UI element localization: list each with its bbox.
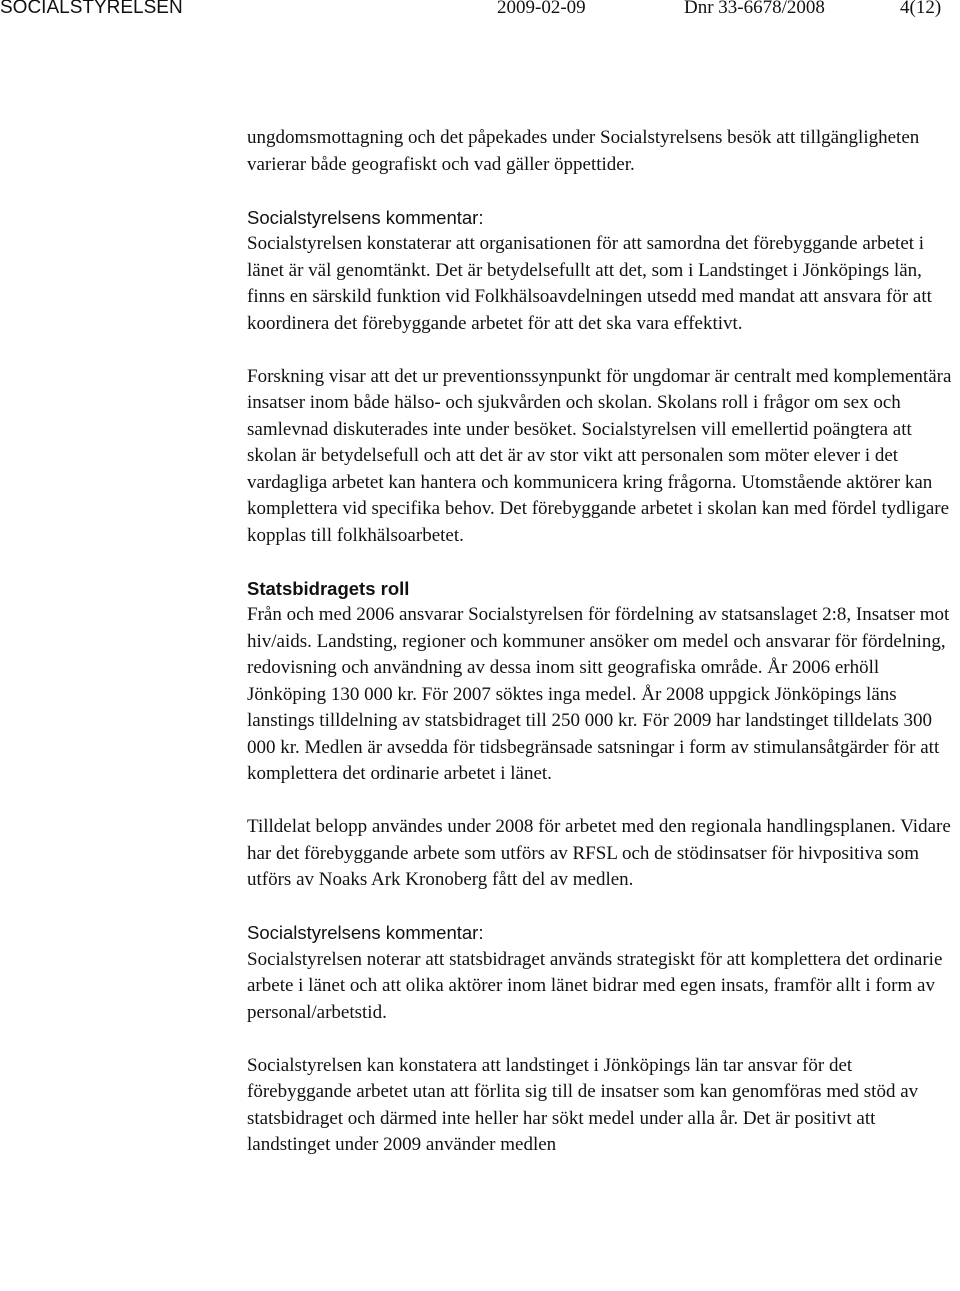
comment-label: Socialstyrelsens kommentar:	[247, 922, 484, 943]
document-date: 2009-02-09	[497, 0, 586, 18]
document-body	[247, 125, 959, 1159]
page-header	[0, 0, 960, 30]
paragraph-research: Forskning visar att det ur preventionssynpunkt för ungdomar är centralt med komplementära insatser inom både hälso- och sjukvården och skolan. Skolans roll i frågor om sex och samlevnad diskuterades inte under besöket. Socialstyrelsen vill emellertid poängtera att skolan är betydelsefull och att det är av stor vikt att personalen som möter elever i det vardagliga arbetet kan hantera och kommunicera kring frågorna. Utomstående aktörer kan komplettera vid specifika behov. Det förebyggande arbetet i skolan kan med fördel tydligare kopplas till folkhälsoarbetet.	[247, 365, 952, 546]
paragraph-comment-organisation: Socialstyrelsen konstaterar att organisationen för att samordna det förebyggande arbetet i länet är väl genomtänkt. Det är betydelsefullt att det, som i Landstinget i Jönköpings län, finns en särskild funktion vid Folkhälsoavdelningen utsedd med mandat att ansvara för att koordinera det förebyggande arbetet för att det ska vara effektivt.	[247, 233, 932, 334]
paragraph-landstinget-ansvar: Socialstyrelsen kan konstatera att landstinget i Jönköpings län tar ansvar för det förebyggande arbetet utan att förlita sig till de insatser som kan genomföras med stöd av statsbidraget och därmed inte heller har sökt medel under alla år. Det är positivt att landstinget under 2009 använder medlen	[247, 1054, 919, 1155]
page-number: 4(12)	[900, 0, 942, 18]
reference-number: Dnr 33-6678/2008	[684, 0, 825, 18]
section-heading: Statsbidragets roll	[247, 577, 410, 599]
comment-label: Socialstyrelsens kommentar:	[247, 206, 484, 228]
organization-name: SOCIALSTYRELSEN	[0, 0, 183, 18]
paragraph-statsbidrag: Från och med 2006 ansvarar Socialstyrelsen för fördelning av statsanslaget 2:8, Insatser mot hiv/aids. Landsting, regioner och kommuner ansöker om medel och ansvarar för fördelning, redovisning och användning av dessa inom sitt geografiska område. År 2006 erhöll Jönköping 130 000 kr. För 2007 söktes inga medel. År 2008 uppgick Jönköpings läns lanstings tilldelning av statsbidraget till 250 000 kr. För 2009 har landstinget tilldelats 300 000 kr. Medlen är avsedda för tidsbegränsade satsningar i form av stimulansåtgärder för att komplettera det ordinarie arbetet i länet.	[247, 604, 950, 784]
paragraph-intro-continuation: ungdomsmottagning och det påpekades under Socialstyrelsens besök att tillgängligheten varierar både geografiskt och vad gäller öppettider.	[247, 127, 920, 175]
paragraph-tilldelat-belopp: Tilldelat belopp användes under 2008 för arbetet med den regionala handlingsplanen. Vidare har det förebyggande arbete som utförs av RFSL och de stödinsatser för hivpositiva som utförs av Noaks Ark Kronoberg fått del av medlen.	[247, 816, 951, 890]
paragraph-comment-statsbidrag: Socialstyrelsen noterar att statsbidraget används strategiskt för att komplettera det ordinarie arbete i länet och att olika aktörer inom länet bidrar med egen insats, framför allt i form av personal/arbetstid.	[247, 948, 943, 1023]
